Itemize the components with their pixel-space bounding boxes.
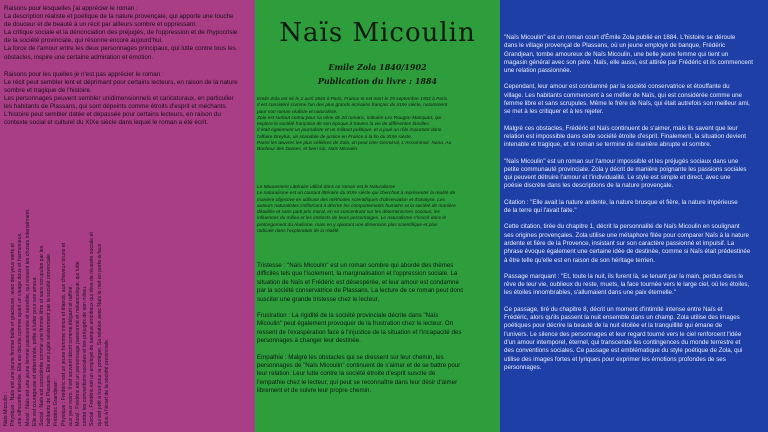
passage-paragraph: Passage marquant : "Et, toute la nuit, ils furent là, se tenant par la main, perdus dans le rêve de leur vie, oublieux du reste, muets, la face tournée vers le large ciel, où les étoiles, les étoiles innombrables, s'allumaient dans une paix éternelle." xyxy=(504,272,750,297)
summary-paragraph: "Naïs Micoulin" est un roman sur l'amour impossible et les préjugés sociaux dans une petite communauté provinciale. Zola y décrit de manière poignante les passions sociales qui peuvent détruire l'amour et l'individualité. Le style est simple et direct, avec une poésie discrète dans les descriptions de la nature provençale. xyxy=(504,157,747,190)
center-panel xyxy=(255,0,500,432)
characters-rotated-text: Naïs Micoulin : Physique : Naïs est une jeune femme belle et gracieuse, avec des yeux verts et une silhouette élancée. Elle est décrite comme ayant un visage doux et harmonieux. Moral : Naïs est une jeune femme passionnée et sensible, qui ressent les choses intensément. Elle est courageuse et déterminée, prête à lutter pour son amour. Social : Naïs est considérée comme une femme libre et sans scrupules par les habitants de Plassans. Elle est jugée sévèrement par la société provinciale. Frédéric Grandjean : Physique : Frédéric est un jeune homme mince et élancé, aux cheveux bruns et aux yeux noirs. Il est souvent décrit comme élégant et raffiné. Moral : Frédéric est un personnage passionné et mélancolique, qui lutte contre les conventions sociales et les préjugés de son milieu. Social : Frédéric est un employé de banque ambitieux qui rêve de réussite sociale et qui est prêt à tout pour la protéger. Sa relation avec Naïs le met en porte-à-faux plus à l'écart de la société provinciale. xyxy=(3,208,110,426)
book-title: Naïs Micoulin xyxy=(279,18,476,48)
frustration-paragraph: Frustration : La rigidité de la société provinciale décrite dans "Naïs Micoulin" peut également provoquer de la frustration chez le lecteur. On ressent de l'exaspération face à l'injustice de la situation et l'incapacité des personnages à changer leur destinée. xyxy=(257,312,462,345)
author-line: Emile Zola 1840/1902 xyxy=(328,62,427,72)
publication-line: Publication du livre : 1884 xyxy=(317,76,438,86)
literary-movement: Le Mouvement Littéraire utilisé dans ce roman est le Naturalisme Le naturalisme est un courant littéraire du XIXe siècle qui cherchait à représenter la réalité de manière objective en utilisant des méthodes scientifiques d'observation et d'analyse. Les auteurs naturalistes s'efforcent à décrire les comportements humains et la société de manière détaillée et sans parti pris moral, en se concentrant sur les déterminismes sociaux, les influences du milieu et les instincts de leurs personnages. Le naturalisme s'inscrit dans le prolongement du réalisme, mais en y ajoutant une dimension plus scientifique et plus radicale dans l'exploration de la réalité. xyxy=(257,185,456,235)
summary-paragraph: Malgré ces obstacles, Frédéric et Naïs continuent de s'aimer, mais ils savent que leur relation est impossible dans cette société étroite d'esprit. Finalement, la situation devient intenable et tragique, et le roman se termine de manière abrupte et sombre. xyxy=(504,124,746,149)
empathy-paragraph: Empathie : Malgré les obstacles qui se dressent sur leur chemin, les personnages de "Naïs Micoulin" continuent de s'aimer et de se battre pour leur relation. Leur lutte contre la société étroite d'esprit suscite de l'empathie chez le lecteur, qui peut se reconnaître dans leur désir d'aimer librement et de suivre leur propre chemin. xyxy=(257,353,461,395)
summary-paragraph: "Naïs Micoulin" est un roman court d'Émile Zola publié en 1884. L'histoire se déroule dans le village provençal de Plassans, où un jeune employé de banque, Frédéric Grandjean, tombe amoureux de Naïs Micoulin, une belle jeune femme qui tient un magasin général avec son père. Naïs, elle aussi, est attirée par Frédéric et ils commencent une relation passionnée. xyxy=(504,34,753,75)
left-panel xyxy=(0,0,255,432)
right-panel xyxy=(500,0,768,432)
sadness-paragraph: Tristesse : "Naïs Micoulin" est un roman sombre qui aborde des thèmes difficiles tels que l'isolement, la marginalisation et l'oppression sociale. La situation de Naïs et Frédéric est désespérée, et leur amour est condamné par la société conservatrice de Plassans. La lecture de ce roman peut donc susciter une grande tristesse chez le lecteur. xyxy=(257,262,464,303)
summary-section xyxy=(504,34,762,380)
reasons-disliked-paragraph: Raisons pour les quelles je n'est pas apprécier le roman : Le récit peut sembler lent et déprimant pour certains lecteurs, en raison de la nature sombre et tragique de l'histoire. Les personnages peuvent sembler unidimensionnels et caricaturaux, en particulier les habitants de Plassans, qui sont dépeints comme étroits d'esprit et méchants. L'histoire peut sembler datée et dépassée pour certains lecteurs, en raison du contexte social et culturel du XIXe siècle dans lequel le roman a été écrit. xyxy=(4,70,238,127)
emotions-section xyxy=(257,262,494,404)
quote-analysis-paragraph: Cette citation, tirée du chapitre 1, décrit la personnalité de Naïs Micoulin en soulignant ses origines provençales. Zola utilise une métaphore filée pour comparer Naïs à la nature ardente et fière de la Provence, insistant sur son caractère passionné et impulsif. La phrase évoque également une certaine idée de destinée, comme si Naïs était prédestinée à être telle qu'elle est en raison de son héritage terrien. xyxy=(504,223,751,264)
passage-analysis-paragraph: Ce passage, tiré du chapitre 8, décrit un moment d'intimité intense entre Naïs et Frédéric, alors qu'ils passent la nuit ensemble dans un champ. Zola utilise des images poétiques pour décrire la beauté de la nuit étoilée et la tranquillité qui émane de l'univers. Le silence des personnages et leur regard tourné vers le ciel renforcent l'idée d'un amour intemporel, éternel, qui transcende les contingences du monde terrestre et des conventions sociales. Ce passage est emblématique du style poétique de Zola, qui utilise des images fortes et lyriques pour exprimer les émotions profondes de ses personnages. xyxy=(504,305,743,371)
summary-paragraph: Cependant, leur amour est condamné par la société conservatrice et étouffante du village. Les habitants commencent à se méfier de Naïs, qui est considérée comme une femme libre et sans scrupules. Même le frère de Naïs, qui était autrefois son meilleur ami, se met à les critiquer et à les rejeter. xyxy=(504,83,750,116)
reasons-liked-paragraph: Raisons pour lesquelles j'ai apprécier le roman : La description réaliste et poétique de la nature provençale, qui apporte une touche de douceur et de beauté à un récit par ailleurs sombre et oppressant. La critique sociale et la dénonciation des préjugés, de l'oppression et de l'hypocrisie de la société provinciale, qui résonne encore aujourd'hui. La force de l'amour entre les deux personnages principaux, qui lutte contre tous les obstacles, inspire une certaine admiration et émotion. xyxy=(4,5,238,61)
quote-paragraph: Citation : "Elle avait la nature ardente, la nature brusque et fière, la nature impérieuse de la terre qui l'avait faite." xyxy=(504,198,738,215)
author-biography: Emile Zola est né le 2 avril 1840 à Paris, France et est mort le 29 septembre 1902 à Paris. Il est considéré comme l'un des plus grands écrivains français du XIXe siècle, notamment pour son roman réaliste et naturaliste. Zola est surtout connu pour sa série de 20 romans, intitulée Les Rougon-Macquart, qui explore la société française de son époque à travers la vie de différentes familles. Il était également un journaliste et un militant politique, et a joué un rôle important dans l'affaire Dreyfus, un scandale de justice en France à la fin du XIXe siècle. Parmi les œuvres les plus célèbres de Zola, on peut citer Germinal, L'Assommoir, Nana, Au Bonheur des Dames, et bien sûr, Naïs Micoulin. xyxy=(257,97,452,153)
left-reasons xyxy=(4,5,249,136)
